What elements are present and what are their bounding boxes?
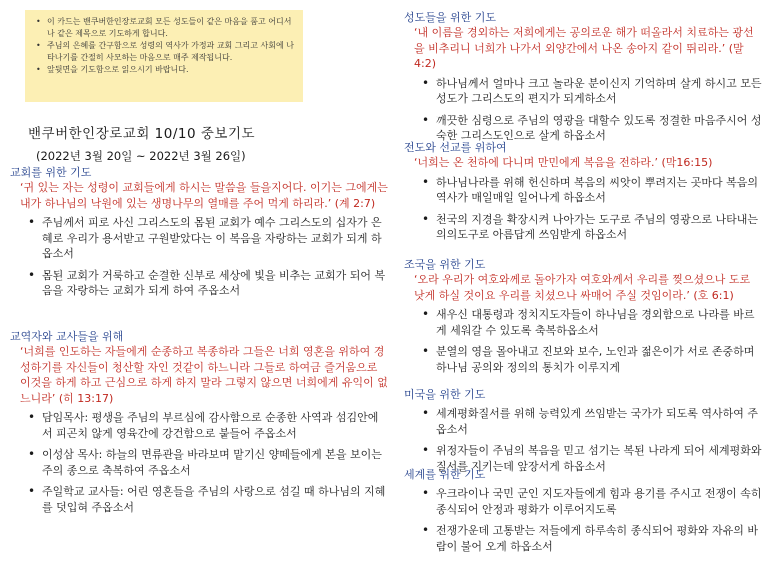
section-heading: 세계를 위한 기도: [404, 468, 486, 481]
section-verse: ‘너희를 인도하는 자들에게 순종하고 복종하라 그들은 너희 영혼을 위하여 경성하기를 자신들이 청산할 자인 것같이 하느니라 그들로 하여금 즐거움으로 이것을 하게 하고 근심으로 하게 하지 말라 그렇지 않으면 너희에게 유익이 없느니라’ (히 13:17): [20, 345, 388, 405]
section-heading: 교회를 위한 기도: [10, 166, 92, 179]
section-members: [404, 10, 764, 150]
prayer-item: • 이성삼 목사: 하늘의 면류관을 바라보며 맡기신 양떼들에게 본을 보이는 주의 종으로 축복하여 주옵소서: [10, 447, 388, 478]
prayer-item: • 새우신 대통령과 정치지도자들이 하나님을 경외함으로 나라를 바르게 세워갈 수 있도록 축복하옵소서: [404, 307, 764, 338]
section-heading: 교역자와 교사들을 위해: [10, 330, 124, 343]
prayer-item: • 전쟁가운데 고통받는 저들에게 하루속히 종식되어 평화와 자유의 바람이 불어 오게 하옵소서: [404, 523, 764, 554]
page-title: 밴쿠버한인장로교회 10/10 중보기도: [28, 126, 256, 142]
date-range: (2022년 3월 20일 ~ 2022년 3월 26일): [36, 149, 246, 163]
prayer-item: • 깨끗한 심령으로 주님의 영광을 대할수 있도록 정결한 마음주시어 성숙한 그리스도인으로 살게 하옵소서: [404, 113, 764, 144]
section-verse: ‘오라 우리가 여호와께로 돌아가자 여호와께서 우리를 찢으셨으나 도로 낫게 하실 것이요 우리를 치셨으나 싸매어 주실 것임이라.’ (호 6:1): [414, 273, 751, 302]
prayer-item: • 우크라이나 국민 군인 지도자들에게 힘과 용기를 주시고 전쟁이 속히 종식되어 안정과 평화가 이루어지도록: [404, 486, 764, 517]
section-verse: ‘너희는 온 천하에 다니며 만민에게 복음을 전하라.’ (막16:15): [414, 156, 713, 169]
notice-item: • 주님의 은혜를 간구함으로 성령의 역사가 가정과 교회 그리고 사회에 나타나기를 간절히 사모하는 마음으로 매주 제작됩니다.: [33, 40, 297, 64]
section-homeland: [404, 257, 764, 381]
notice-item: • 이 카드는 밴쿠버한인장로교회 모든 성도들이 같은 마음을 품고 어디서나 같은 제목으로 기도하게 합니다.: [33, 16, 297, 40]
section-world: [404, 467, 764, 560]
notice-box: [25, 10, 303, 102]
section-verse: ‘귀 있는 자는 성령이 교회들에게 하시는 말씀을 들을지어다. 이기는 그에게는 내가 하나님의 낙원에 있는 생명나무의 열매를 주어 먹게 하리라.’ (계 2:7): [20, 181, 388, 210]
prayer-item: • 천국의 지경을 확장시켜 나아가는 도구로 주님의 영광으로 나타내는 의의도구로 아름답게 쓰임받게 하옵소서: [404, 212, 764, 243]
section-heading: 조국을 위한 기도: [404, 258, 486, 271]
prayer-item: • 주님께서 피로 사신 그리스도의 몸된 교회가 예수 그리스도의 십자가 은혜로 우리가 용서받고 구원받았다는 이 복음을 자랑하는 교회가 되게 하옵소서: [10, 215, 388, 262]
section-heading: 전도와 선교를 위하여: [404, 141, 507, 154]
section-church: [10, 165, 388, 305]
prayer-item: • 세계평화질서를 위해 능력있게 쓰임받는 국가가 되도록 역사하여 주옵소서: [404, 406, 764, 437]
prayer-item: • 분열의 영을 몰아내고 진보와 보수, 노인과 젊은이가 서로 존중하며 하나님 공의와 정의의 통치가 이루지게: [404, 344, 764, 375]
section-heading: 미국을 위한 기도: [404, 388, 486, 401]
section-heading: 성도들을 위한 기도: [404, 11, 497, 24]
prayer-item: • 위정자들이 주님의 복음을 믿고 섬기는 복된 나라게 되어 세계평화와 질서를 지키는데 앞장서게 하옵소서: [404, 443, 764, 474]
prayer-item: • 주일학교 교사들: 어린 영혼들을 주님의 사랑으로 섬길 때 하나님의 지혜를 덧입혀 주옵소서: [10, 484, 388, 515]
section-ministers: [10, 329, 388, 521]
prayer-item: • 하나님나라를 위해 헌신하며 복음의 씨앗이 뿌려지는 곳마다 복음의 역사가 매일매일 일어나게 하옵소서: [404, 175, 764, 206]
prayer-item: • 담임목사: 평생을 주님의 부르심에 감사함으로 순종한 사역과 섬김안에서 피곤치 않게 영육간에 강건함으로 붙들어 주옵소서: [10, 410, 388, 441]
section-verse: ‘내 이름을 경외하는 저희에게는 공의로운 해가 떠올라서 치료하는 광선을 비추리니 너희가 나가서 외양간에서 나온 송아지 같이 뛰리라.’ (말 4:2): [414, 26, 754, 70]
prayer-item: • 몸된 교회가 거룩하고 순결한 신부로 세상에 빛을 비추는 교회가 되어 복음을 자랑하는 교회가 되게 하여 주옵소서: [10, 268, 388, 299]
prayer-item: • 하나님께서 얼마나 크고 놀라운 분이신지 기억하며 살게 하시고 모든 성도가 그리스도의 편지가 되게하소서: [404, 76, 764, 107]
notice-item: • 앞뒷면을 기도함으로 읽으시기 바랍니다.: [33, 64, 297, 76]
section-mission: [404, 140, 764, 249]
